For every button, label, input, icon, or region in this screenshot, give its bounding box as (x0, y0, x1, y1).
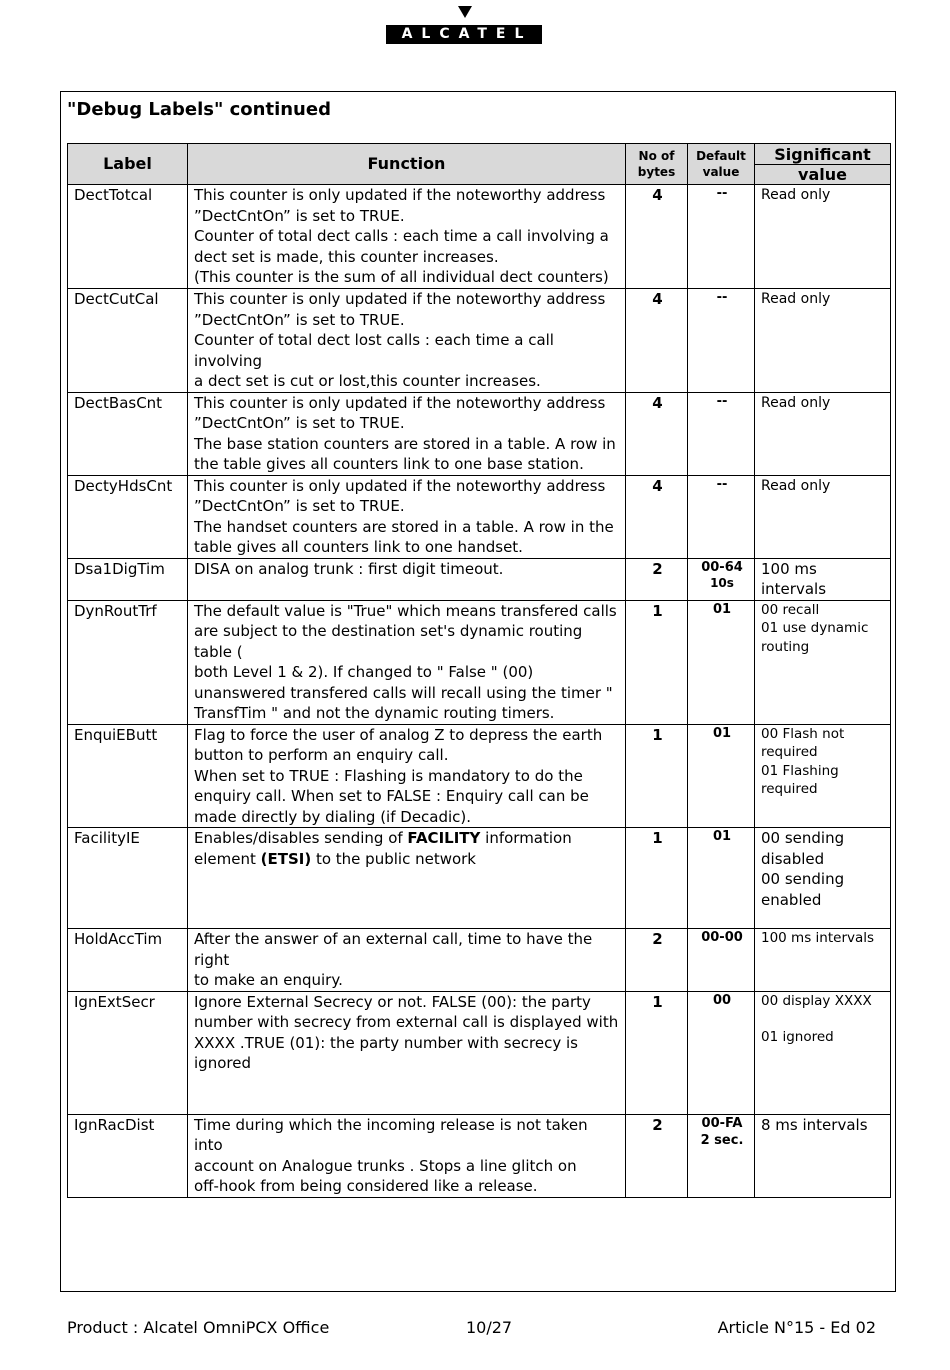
table-row (68, 289, 891, 393)
function-cell (188, 600, 626, 724)
function-line: ”DectCntOn” is set to TRUE. (194, 497, 405, 515)
header-bytes (626, 144, 688, 185)
function-line: the table gives all counters link to one base station. (194, 455, 584, 473)
table-row (68, 1114, 891, 1197)
function-line: TransfTim " and not the dynamic routing timers. (194, 704, 555, 722)
function-line: number with secrecy from external call is displayed with (194, 1013, 619, 1031)
default-cell: -- (688, 185, 755, 289)
function-cell (188, 828, 626, 929)
significant-line: disabled (761, 849, 825, 868)
label-cell: FacilityIE (68, 828, 188, 929)
function-keyword-etsi: (ETSI) (260, 849, 312, 868)
header-bytes-line1: No of (638, 149, 675, 163)
default-cell: 01 (688, 600, 755, 724)
function-line: enquiry call. When set to FALSE : Enquiry call can be (194, 787, 589, 805)
section-title: "Debug Labels" continued (67, 99, 331, 120)
significant-cell: 100 ms intervals (755, 929, 891, 992)
function-line: account on Analogue trunks . Stops a line glitch on (194, 1156, 577, 1175)
function-text: element (194, 849, 261, 868)
bytes-cell: 4 (626, 475, 688, 558)
header-significant-line2: value (798, 164, 847, 184)
function-line: table gives all counters link to one handset. (194, 538, 523, 556)
bytes-cell: 2 (626, 929, 688, 992)
bytes-cell: 1 (626, 828, 688, 929)
default-cell: 00 (688, 991, 755, 1114)
bytes-cell: 2 (626, 1114, 688, 1197)
default-cell: -- (688, 475, 755, 558)
header-function: Function (188, 144, 626, 185)
function-text: information (480, 829, 572, 847)
significant-cell: Read only (755, 475, 891, 558)
function-cell (188, 289, 626, 393)
function-line: off-hook from being considered like a release. (194, 1177, 538, 1195)
label-cell: DectyHdsCnt (68, 475, 188, 558)
table-row (68, 828, 891, 929)
significant-line: 00 recall (761, 601, 820, 618)
default-cell: -- (688, 289, 755, 393)
function-line: Ignore External Secrecy or not. FALSE (00): the party (194, 992, 591, 1011)
default-value: 00-64 (701, 559, 743, 575)
function-cell (188, 991, 626, 1114)
label-cell: DynRoutTrf (68, 600, 188, 724)
function-line: Counter of total dect calls : each time a call involving a (194, 227, 609, 245)
function-line: Time during which the incoming release is not taken into (194, 1115, 588, 1154)
default-cell: -- (688, 392, 755, 475)
function-line: ”DectCntOn” is set to TRUE. (194, 206, 405, 225)
function-line (194, 849, 621, 870)
function-text: Enables/disables sending of (194, 829, 408, 847)
label-cell: HoldAccTim (68, 929, 188, 992)
function-cell (188, 558, 626, 600)
header-bytes-line2: bytes (637, 165, 676, 179)
significant-line: 01 use dynamic (761, 620, 869, 636)
function-line: This counter is only updated if the noteworthy address (194, 290, 606, 308)
logo-triangle-icon (458, 6, 472, 18)
default-subvalue: 10s (710, 575, 734, 590)
function-cell (188, 724, 626, 828)
function-line: Counter of total dect lost calls : each time a call involving (194, 331, 554, 370)
label-cell: IgnExtSecr (68, 991, 188, 1114)
bytes-cell: 1 (626, 724, 688, 828)
function-line: The default value is "True" which means transfered calls (194, 601, 617, 620)
function-line: a dect set is cut or lost,this counter increases. (194, 372, 541, 390)
default-value: 00-FA (701, 1115, 743, 1131)
table-row (68, 558, 891, 600)
bytes-cell: 4 (626, 185, 688, 289)
table-row (68, 475, 891, 558)
label-cell: DectCutCal (68, 289, 188, 393)
function-line: XXXX .TRUE (01): the party number with secrecy is (194, 1033, 578, 1052)
function-line: made directly by dialing (if Decadic). (194, 807, 472, 826)
function-line: ignored (194, 1054, 251, 1072)
default-cell: 00-00 (688, 929, 755, 992)
alcatel-logo (386, 6, 542, 44)
footer-page-number: 10/27 (466, 1318, 513, 1337)
logo-wordmark: ALCATEL (386, 25, 542, 44)
bytes-cell: 1 (626, 600, 688, 724)
function-line: ”DectCntOn” is set to TRUE. (194, 310, 405, 329)
table-header-row (68, 144, 891, 185)
significant-line: 01 Flashing (761, 762, 839, 779)
function-line: to make an enquiry. (194, 971, 343, 989)
function-line: The base station counters are stored in a table. A row in (194, 434, 616, 453)
function-line: The handset counters are stored in a table. A row in the (194, 517, 614, 536)
label-cell: DectBasCnt (68, 392, 188, 475)
function-line: DISA on analog trunk : first digit timeout. (194, 559, 504, 578)
significant-cell: Read only (755, 185, 891, 289)
significant-line: 01 ignored (761, 1029, 834, 1045)
function-keyword-facility: FACILITY (407, 829, 481, 847)
significant-line: enabled (761, 890, 822, 909)
header-default (688, 144, 755, 185)
default-subvalue: 2 sec. (700, 1132, 744, 1148)
function-line: (This counter is the sum of all individual dect counters) (194, 268, 609, 286)
function-line: This counter is only updated if the noteworthy address (194, 393, 606, 412)
significant-line: 00 Flash not (761, 725, 845, 742)
significant-cell: Read only (755, 392, 891, 475)
label-cell: Dsa1DigTim (68, 558, 188, 600)
bytes-cell: 1 (626, 991, 688, 1114)
significant-cell: Read only (755, 289, 891, 393)
function-line: After the answer of an external call, time to have the right (194, 930, 593, 969)
significant-gap (761, 1010, 886, 1028)
table-row (68, 185, 891, 289)
function-line: button to perform an enquiry call. (194, 746, 449, 764)
function-cell (188, 1114, 626, 1197)
significant-cell (755, 600, 891, 724)
footer-product: Product : Alcatel OmniPCX Office (67, 1318, 330, 1337)
significant-line: 00 display XXXX (761, 992, 872, 1009)
bytes-cell: 4 (626, 392, 688, 475)
significant-cell: 8 ms intervals (755, 1114, 891, 1197)
function-line: This counter is only updated if the noteworthy address (194, 476, 606, 495)
label-cell: IgnRacDist (68, 1114, 188, 1197)
table-row (68, 929, 891, 992)
function-line: are subject to the destination set's dynamic routing table ( (194, 622, 583, 661)
significant-line: routing (761, 638, 810, 655)
significant-line: 00 sending (761, 829, 845, 847)
function-line: dect set is made, this counter increases. (194, 247, 499, 266)
header-significant (755, 144, 891, 185)
function-line (194, 828, 621, 849)
significant-cell (755, 991, 891, 1114)
function-cell (188, 185, 626, 289)
bytes-cell: 2 (626, 558, 688, 600)
header-default-line2: value (702, 165, 740, 179)
header-significant-line1: Significant (755, 145, 890, 165)
default-cell (688, 558, 755, 600)
label-cell: DectTotcal (68, 185, 188, 289)
default-cell (688, 1114, 755, 1197)
significant-line: required (761, 781, 818, 797)
table-row (68, 392, 891, 475)
function-line: both Level 1 & 2). If changed to " False " (00) (194, 663, 534, 681)
function-line: ”DectCntOn” is set to TRUE. (194, 414, 405, 432)
footer-article: Article N°15 - Ed 02 (717, 1318, 876, 1337)
header-default-line1: Default (696, 149, 746, 163)
function-cell (188, 475, 626, 558)
function-cell (188, 392, 626, 475)
significant-line: 00 sending (761, 870, 845, 888)
function-line: When set to TRUE : Flashing is mandatory to do the (194, 766, 583, 785)
significant-cell (755, 828, 891, 929)
function-text: to the public network (311, 849, 476, 868)
function-cell (188, 929, 626, 992)
default-cell: 01 (688, 828, 755, 929)
significant-cell: 100 ms intervals (755, 558, 891, 600)
table-row (68, 991, 891, 1114)
default-cell: 01 (688, 724, 755, 828)
debug-labels-table (67, 143, 891, 1198)
function-line: Flag to force the user of analog Z to depress the earth (194, 725, 603, 744)
function-line: This counter is only updated if the noteworthy address (194, 186, 606, 204)
function-line: unanswered transfered calls will recall using the timer " (194, 683, 613, 702)
table-row (68, 600, 891, 724)
header-label: Label (68, 144, 188, 185)
bytes-cell: 4 (626, 289, 688, 393)
table-row (68, 724, 891, 828)
significant-line: required (761, 744, 818, 760)
significant-cell (755, 724, 891, 828)
label-cell: EnquiEButt (68, 724, 188, 828)
